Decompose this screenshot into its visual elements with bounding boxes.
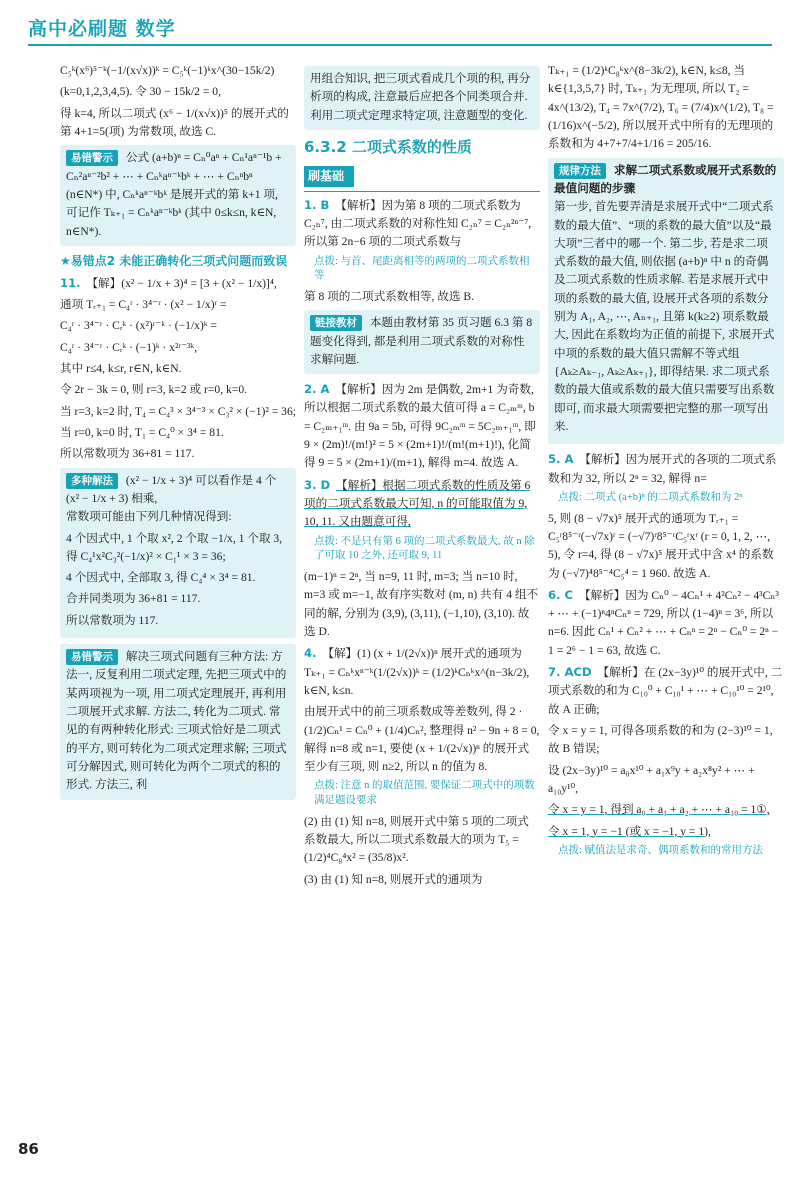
- warning-tag: 易错警示: [66, 649, 118, 665]
- hint-text: 点拨: 赋值法是求奇、偶项系数和的常用方法: [558, 844, 764, 856]
- solution-line: 所以常数项为 36+81 = 117.: [60, 447, 195, 461]
- solution-line: 其中 r≤4, k≤r, r∈N, k∈N.: [60, 362, 182, 376]
- solution-text: (2) 由 (1) 知 n=8, 则展开式中第 5 项的二项式系数最大, 所以二项式系数最大的项为 T₅ = (1/2)⁴C₈⁴x² = (35/8)x².: [304, 814, 529, 865]
- hint-text: 点拨: 不是只有第 6 项的二项式系数最大, 故 n 除了可取 10 之外, 还可取 9, 11: [314, 535, 535, 562]
- solution-line: C₄ʳ · 3⁴⁻ʳ · Cᵣᵏ · (x²)ʳ⁻ᵏ · (−1/x)ᵏ =: [60, 319, 217, 333]
- solution-text: 令 x = 1, y = −1 (或 x = −1, y = 1),: [548, 824, 711, 838]
- solution-line: 当 r=0, k=0 时, T₁ = C₄⁰ × 3⁴ = 81.: [60, 425, 224, 439]
- textbook-link-box: [304, 310, 540, 374]
- solution-text: 令 x = y = 1, 得到 a₀ + a₁ + a₂ + ⋯ + a₁₀ = 1①,: [548, 803, 770, 817]
- hint-text: 点拨: 注意 n 的取值范围, 要保证二项式中的项数满足题设要求: [314, 780, 535, 807]
- solution-text: 令 x = y = 1, 可得各项系数的和为 (2−3)¹⁰ = 1, 故 B 错误;: [548, 724, 773, 756]
- column-right: [548, 62, 784, 1140]
- practice-bar: [304, 164, 540, 192]
- solution-line: 【解】(x² − 1/x + 3)⁴ = [3 + (x² − 1/x)]⁴,: [86, 276, 277, 290]
- question-number: 2. A: [304, 382, 330, 397]
- method-box: [548, 158, 784, 445]
- page-number: 86: [18, 1140, 39, 1158]
- multi-method-box: [60, 468, 296, 639]
- hint-note: [558, 844, 784, 859]
- multi-method-line: 4 个因式中, 全部取 3, 得 C₄⁴ × 3⁴ = 81.: [66, 571, 256, 585]
- warning-box: [60, 145, 296, 246]
- solution-text: Tₖ₊₁ = (1/2)ᵏC₈ᵏx^(8−3k/2), k∈N, k≤8, 当 k∈{1,3,5,7} 时, Tₖ₊₁ 为无理项, 所以 T₂ = 4x^(13/2), T₄ = 7x^(7/2), T₆ = (7/4)x^(1/2), T₈ = (1/16)x^(−5/2), 所以展开式中所有的无理项的系数和为 4+7+7/4+1/16 = 205/16.: [548, 64, 774, 151]
- solution-text: (m−1)ⁿ = 2ⁿ, 当 n=9, 11 时, m=3; 当 n=10 时, m=3 或 m=−1, 故有序实数对 (m, n) 共有 4 组不同的解, 分别为 (3,9), (3,11), (−1,10), (3,10). 故选 D.: [304, 570, 539, 638]
- solution-text: 【解析】因为展开式的各项的二项式系数和为 32, 所以 2ⁿ = 32, 解得 n=: [548, 453, 777, 485]
- hint-note: [314, 779, 540, 808]
- solution-line: C₄ʳ · 3⁴⁻ʳ · Cᵣᵏ · (−1)ᵏ · x²ʳ⁻³ᵏ,: [60, 340, 198, 354]
- multi-method-line: 4 个因式中, 1 个取 x², 2 个取 −1/x, 1 个取 3, 得 C₄¹x²C₃²(−1/x)² × C₁¹ × 3 = 36;: [66, 531, 283, 563]
- multi-method-line: 常数项可能由下列几种情况得到:: [66, 510, 232, 524]
- method-tag: 规律方法: [554, 163, 606, 179]
- continued-text: 用组合知识, 把三项式看成几个项的积, 再分析项的构成, 注意最后应把各个同类项合并. 利用二项式定理求特定项, 注意题型的变化.: [310, 72, 531, 122]
- method-title: 求解二项式系数或展开式系数的最值问题的步骤: [554, 163, 777, 195]
- solution-text: 【解析】根据二项式系数的性质及第 6 项的二项式系数最大可知, n 的可能取值为 9, 10, 11. 又由题意可得,: [304, 478, 531, 529]
- section-title: 6.3.2 二项式系数的性质: [304, 137, 472, 156]
- practice-bar-label: 刷基础: [304, 166, 354, 187]
- text-line: (k=0,1,2,3,4,5). 令 30 − 15k/2 = 0,: [60, 85, 221, 99]
- solution-text: 【解】(1) (x + 1/(2√x))ⁿ 展开式的通项为 Tₖ₊₁ = Cₙᵏxⁿ⁻ᵏ(1/(2√x))ᵏ = (1/2)ᵏCₙᵏx^(n−3k/2), k∈N, k≤n.: [304, 647, 530, 697]
- question-number: 7. ACD: [548, 665, 592, 680]
- hint-text: 点拨: 与首、尾距离相等的两项的二项式系数相等: [314, 255, 530, 282]
- solution-text: 【解析】在 (2x−3y)¹⁰ 的展开式中, 二项式系数的和为 C₁₀⁰ + C₁₀¹ + ⋯ + C₁₀¹⁰ = 2¹⁰, 故 A 正确;: [548, 666, 783, 716]
- solution-text: 5, 则 (8 − √7x)⁵ 展开式的通项为 Tᵣ₊₁ = C₅ʳ8⁵⁻ʳ(−√7x)ʳ = (−√7)ʳ8⁵⁻ʳC₅ʳxʳ (r = 0, 1, 2, ⋯, 5), 令 r=4, 得 (8 − √7x)⁵ 展开式中含 x⁴ 的系数为 (−√7)⁴8⁵⁻⁴C₅⁴ = 1 960. 故选 A.: [548, 511, 774, 580]
- solution-text: 【解析】因为 Cₙ⁰ − 4Cₙ¹ + 4²Cₙ² − 4³Cₙ³ + ⋯ + (−1)ⁿ4ⁿCₙⁿ = 729, 所以 (1−4)ⁿ = 3⁶, 所以 n=6. 因此 Cₙ¹ + Cₙ² + ⋯ + Cₙⁿ = 2ⁿ − Cₙ⁰ = 2ⁿ − 1 = 2⁶ − 1 = 63, 故选 C.: [548, 588, 779, 657]
- hint-note: [314, 255, 540, 284]
- question-number: 3. D: [304, 477, 331, 492]
- solution-text: 【解析】因为 2m 是偶数, 2m+1 为奇数, 所以根据二项式系数的最大值可得 a = C₂ₘᵐ, b = C₂ₘ₊₁ᵐ. 由 9a = 5b, 可得 9C₂ₘᵐ = 5C₂ₘ₊₁ᵐ, 即 9 × (2m)!/(m!)² = 5 × (2m+1)!/(m!(m+1)!), 化简得 9 = 5 × (2m+1)/(m+1), 解得 m=4. 故选 A.: [304, 383, 536, 470]
- method-text: 第一步, 首先要弄清是求展开式中“二项式系数的最大值”、“项的系数的最大值”以及“最大项”三者中的哪一个. 第二步, 若是求二项式系数的最大值, 则依据 (a+b)ⁿ 中 n 的奇偶及二项式系数的性质求解. 若是求展开式中项的系数的最大值, 设展开式各项的系数分别为 A₁, A₂, ⋯, Aₙ₊₁, 且第 k(k≥2) 项系数最大, 因此在系数均为正值的前提下, 求展开式中项的系数的最大值只需解不等式组 {Aₖ≥Aₖ₋₁, Aₖ≥Aₖ₊₁}, 即得结果. 求二项式系数的最大值或系数的最大值只需要写出系数即可, 而求最大项需要把完整的那一项写出来.: [554, 200, 775, 433]
- solution-text: 第 8 项的二项式系数相等, 故选 B.: [304, 289, 475, 303]
- solution-text: 【解析】因为第 8 项的二项式系数为 C₂ₙ⁷, 由二项式系数的对称性知 C₂ₙ⁷ = C₂ₙ²ⁿ⁻⁷, 所以第 2n−6 项的二项式系数与: [304, 198, 532, 249]
- page-header-title: 高中必刷题 数学: [28, 18, 176, 40]
- text-line: 得 k=4, 所以二项式 (x⁶ − 1/(x√x))⁵ 的展开式的第 4+1=5(项) 为常数项, 故选 C.: [60, 106, 289, 138]
- warning-text: 公式 (a+b)ⁿ = Cₙ⁰aⁿ + Cₙ¹aⁿ⁻¹b + Cₙ²aⁿ⁻²b² + ⋯ + Cₙᵏaⁿ⁻ᵏbᵏ + ⋯ + Cₙⁿbⁿ (n∈N*) 中, Cₙᵏaⁿ⁻ᵏbᵏ 是展开式的第 k+1 项, 可记作 Tₖ₊₁ = Cₙᵏaⁿ⁻ᵏbᵏ (其中 0≤k≤n, k∈N, n∈N*).: [66, 151, 282, 238]
- formula-line: C₅ᵏ(x⁶)⁵⁻ᵏ(−1/(x√x))ᵏ = C₅ᵏ(−1)ᵏx^(30−15k/2): [60, 64, 275, 77]
- question-number: 11.: [60, 275, 81, 290]
- solution-text: 由展开式中的前三项系数成等差数列, 得 2 · (1/2)Cₙ¹ = Cₙ⁰ + (1/4)Cₙ², 整理得 n² − 9n + 8 = 0, 解得 n=8 或 n=1, 要使 (x + 1/(2√x))ⁿ 的展开式至少有三项, 则 n≥2, 所以 n 的值为 8.: [304, 705, 540, 774]
- multi-method-line: (x² − 1/x + 3)⁴ 可以看作是 4 个 (x² − 1/x + 3) 相乘,: [66, 473, 277, 505]
- warning-tag: 易错警示: [66, 150, 118, 166]
- textbook-link-text: 本题由教材第 35 页习题 6.3 第 8 题变化得到, 都是利用二项式系数的对称性求解问题.: [310, 316, 533, 366]
- question-number: 6. C: [548, 587, 574, 602]
- solution-text: (3) 由 (1) 知 n=8, 则展开式的通项为: [304, 872, 483, 886]
- solution-line: 当 r=3, k=2 时, T₄ = C₄³ × 3⁴⁻³ × C₃² × (−1)² = 36;: [60, 404, 296, 418]
- column-left: [60, 62, 296, 1140]
- page-header: [28, 10, 772, 60]
- continued-box: [304, 66, 540, 130]
- question-number: 1. B: [304, 197, 330, 212]
- column-middle: [304, 62, 540, 1140]
- textbook-link-tag: 链接教材: [310, 315, 362, 331]
- multi-method-line: 所以常数项为 117.: [66, 613, 159, 627]
- question-number: 4.: [304, 646, 317, 661]
- multi-method-tag: 多种解法: [66, 473, 118, 489]
- solution-line: 令 2r − 3k = 0, 则 r=3, k=2 或 r=0, k=0.: [60, 383, 248, 397]
- hint-note: [558, 491, 784, 506]
- solution-text: 设 (2x−3y)¹⁰ = a₀x¹⁰ + a₁x⁹y + a₂x⁸y² + ⋯ + a₁₀y¹⁰,: [548, 763, 755, 795]
- header-rule: [28, 44, 772, 46]
- warning-text: 解决三项式问题有三种方法: 方法一, 反复利用二项式定理, 先把三项式中的某两项视为一项, 用二项式定理展开, 再利用二项展开式求解. 方法二, 转化为二项式. 常见的有两种转化形式: 三项式恰好是二项式的平方, 则可转化为二项式定理求解; 三项式可分解因式, 则可转化为两个二项式的积的形式. 方法三, 利: [66, 650, 287, 792]
- hint-text: 点拨: 二项式 (a+b)ⁿ 的二项式系数和为 2ⁿ: [558, 491, 743, 503]
- hint-note: [314, 535, 540, 564]
- solution-line: 通项 Tᵣ₊₁ = C₄ʳ · 3⁴⁻ʳ · (x² − 1/x)ʳ =: [60, 298, 227, 312]
- question-number: 5. A: [548, 452, 574, 467]
- error-point-title: ★易错点2 未能正确转化三项式问题而致误: [60, 253, 288, 268]
- warning-box: [60, 644, 296, 800]
- multi-method-line: 合并同类项为 36+81 = 117.: [66, 592, 201, 606]
